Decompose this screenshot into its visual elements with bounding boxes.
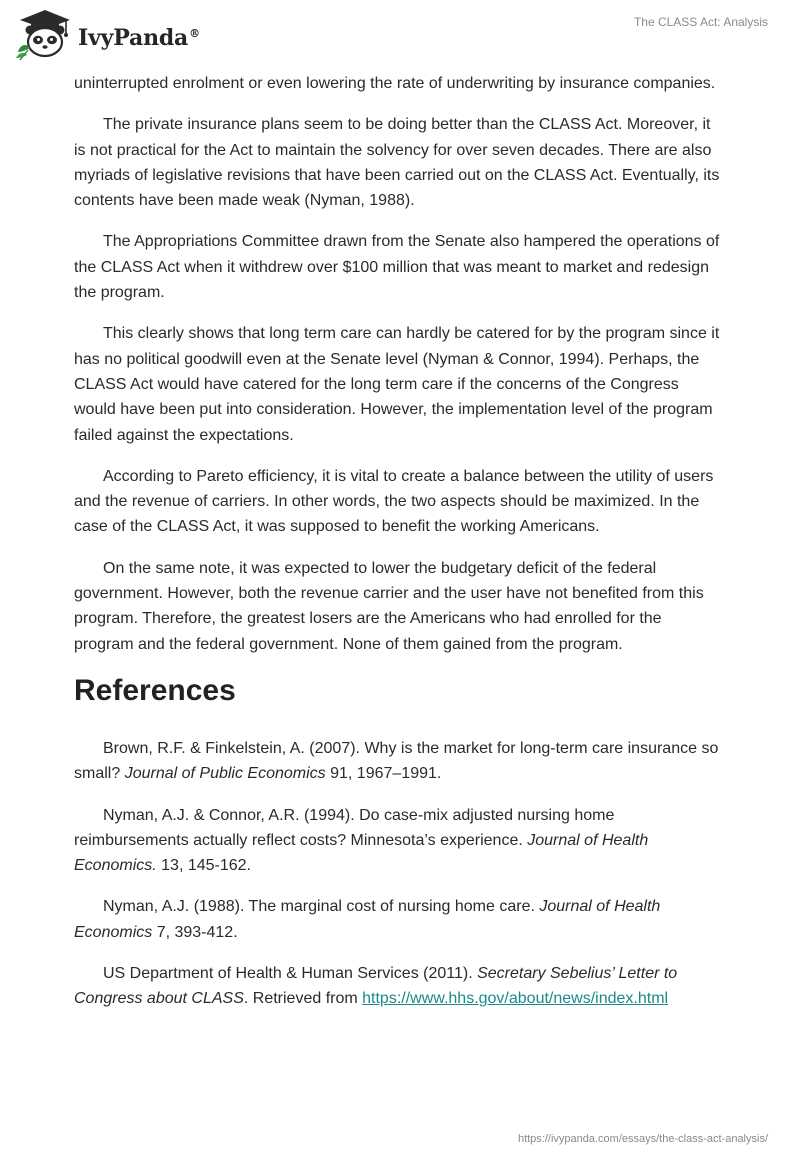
- document-title: The CLASS Act: Analysis: [633, 15, 768, 29]
- body-paragraph: uninterrupted enrolment or even lowering the rate of underwriting by insurance companies.: [74, 75, 716, 92]
- footer-url[interactable]: https://ivypanda.com/essays/the-class-act-analysis/: [517, 1133, 768, 1145]
- reference-text: Brown, R.F. & Finkelstein, A. (2007). Why is the market for long-term care insurance so small?: [74, 739, 719, 783]
- reference-item: [74, 894, 724, 945]
- reference-item: [74, 736, 724, 787]
- reference-details: 13, 145-162.: [156, 857, 251, 875]
- brand-name: IvyPanda®: [78, 25, 200, 51]
- reference-details: 91, 1967–1991.: [325, 765, 442, 783]
- reference-details: . Retrieved from: [243, 990, 363, 1008]
- reference-journal: Secretary Sebelius’ Letter to Congress about CLASS: [74, 965, 678, 1008]
- body-paragraph: On the same note, it was expected to lower the budgetary deficit of the federal government. However, both the revenue carrier and the user have not benefited from this program. Therefore, the greatest losers are the Americans who had enrolled for the program and the federal government. None of them gained from the program.: [74, 559, 704, 653]
- body-paragraph: The Appropriations Committee drawn from the Senate also hampered the operations of the CLASS Act when it withdrew over $100 million that was meant to market and redesign the program.: [74, 233, 720, 302]
- references-heading: References: [74, 673, 236, 707]
- essay-body: [74, 71, 724, 1028]
- reference-journal: Journal of Health Economics.: [74, 831, 649, 875]
- panda-mascot-icon: [14, 8, 76, 62]
- ivypanda-logo[interactable]: [14, 8, 200, 62]
- reference-text: Nyman, A.J. & Connor, A.R. (1994). Do case-mix adjusted nursing home reimbursements actually reflect costs? Minnesota’s experience.: [74, 806, 615, 849]
- reference-details: 7, 393-412.: [152, 923, 238, 941]
- reference-text: US Department of Health & Human Services (2011).: [103, 965, 478, 983]
- body-paragraph: The private insurance plans seem to be doing better than the CLASS Act. Moreover, it is not practical for the Act to maintain the solvency for over seven decades. There are also myriads of legislative revisions that have been carried out on the CLASS Act. Eventually, its contents have been made weak (Nyman, 1988).: [74, 116, 720, 210]
- reference-link[interactable]: https://www.hhs.gov/about/news/index.html: [362, 990, 669, 1008]
- registered-mark: ®: [189, 26, 200, 40]
- reference-text: Nyman, A.J. (1988). The marginal cost of nursing home care.: [103, 898, 540, 916]
- reference-journal: Journal of Public Economics: [124, 765, 326, 783]
- body-paragraph: This clearly shows that long term care can hardly be catered for by the program since it has no political goodwill even at the Senate level (Nyman & Connor, 1994). Perhaps, the CLASS Act would have catered for the long term care if the concerns of the Congress would have been put into consideration. However, the implementation level of the program failed against the expectations.: [74, 325, 720, 444]
- body-paragraph: According to Pareto efficiency, it is vital to create a balance between the utility of users and the revenue of carriers. In other words, the two aspects should be maximized. In the case of the CLASS Act, it was supposed to benefit the working Americans.: [74, 467, 714, 536]
- reference-journal: Journal of Health Economics: [74, 898, 661, 941]
- reference-item: [74, 961, 724, 1012]
- page-header: [0, 0, 800, 70]
- reference-item: [74, 803, 724, 879]
